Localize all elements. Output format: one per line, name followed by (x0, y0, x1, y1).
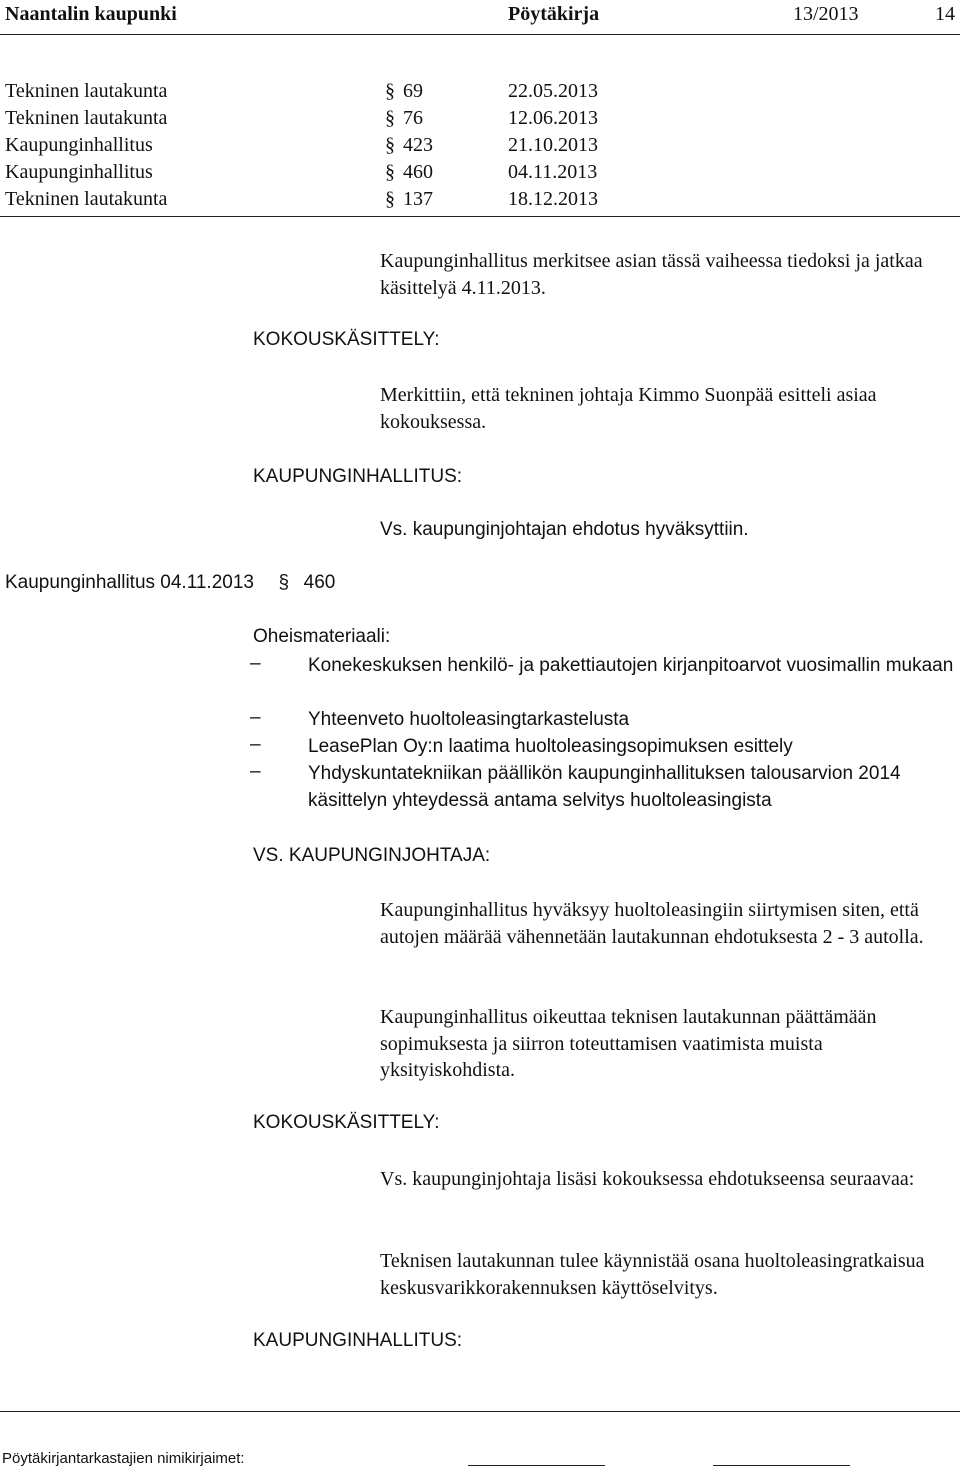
history-section-number: 460 (403, 161, 433, 183)
section-sign: § (385, 188, 395, 210)
history-row (5, 134, 705, 161)
section-sign: § (385, 161, 395, 183)
attachment-text: Yhdyskuntatekniikan päällikön kaupunginhallituksen talousarvion 2014 käsittelyn yhteydessä antama selvitys huoltoleasingista (308, 763, 901, 811)
history-date: 21.10.2013 (508, 134, 598, 156)
section-heading-meeting: Kaupunginhallitus 04.11.2013 (5, 572, 254, 593)
footer-rule (0, 1411, 960, 1412)
proposal-text-2: Kaupunginhallitus oikeuttaa teknisen lautakunnan päättämään sopimuksesta ja siirron toteuttamisen vaatimista muista yksityiskohdista. (380, 1006, 877, 1081)
header-organization: Naantalin kaupunki (5, 3, 177, 25)
proposal-label: VS. KAUPUNGINJOHTAJA: (253, 845, 491, 866)
attachment-text: LeasePlan Oy:n laatima huoltoleasingsopimuksen esittely (308, 736, 793, 757)
earlier-decision-text: Kaupunginhallitus merkitsee asian tässä vaiheessa tiedoksi ja jatkaa käsittelyä 4.11.2013. (380, 250, 923, 299)
attachment-text: Yhteenveto huoltoleasingtarkastelusta (308, 709, 630, 730)
history-date: 18.12.2013 (508, 188, 598, 210)
attachment-text: Konekeskuksen henkilö- ja pakettiautojen kirjanpitoarvot vuosimallin mukaan (308, 655, 954, 676)
section-sign: § (385, 80, 395, 102)
history-org: Tekninen lautakunta (5, 107, 168, 129)
history-org: Tekninen lautakunta (5, 80, 168, 102)
header-minutes-number: 13/2013 (793, 3, 859, 25)
dash-bullet: – (250, 761, 261, 782)
history-row (5, 161, 705, 188)
history-date: 04.11.2013 (508, 161, 598, 183)
section-sign: § (278, 572, 290, 593)
section-heading (5, 572, 335, 594)
meeting-label: KOKOUSKÄSITTELY: (253, 329, 440, 350)
header-page-number: 14 (935, 3, 955, 25)
history-section-number: 423 (403, 134, 433, 156)
header-document-type: Pöytäkirja (508, 3, 600, 25)
meeting-text-2: Teknisen lautakunnan tulee käynnistää osana huoltoleasingratkaisua keskusvarikkorakennuksen käyttöselvitys. (380, 1250, 925, 1299)
history-section-number: 137 (403, 188, 433, 210)
history-org: Tekninen lautakunta (5, 188, 168, 210)
meeting-text: Merkittiin, että tekninen johtaja Kimmo Suonpää esitteli asiaa kokouksessa. (380, 384, 877, 433)
history-org: Kaupunginhallitus (5, 161, 153, 183)
board-decision-text: Vs. kaupunginjohtajan ehdotus hyväksyttiin. (380, 519, 749, 540)
history-row (5, 188, 705, 215)
history-row (5, 80, 705, 107)
section-heading-number: 460 (303, 572, 336, 593)
history-org: Kaupunginhallitus (5, 134, 153, 156)
dash-bullet: – (250, 734, 261, 755)
proposal-text-1: Kaupunginhallitus hyväksyy huoltoleasingiin siirtymisen siten, että autojen määrää vähennetään lautakunnan ehdotuksesta 2 - 3 autolla. (380, 899, 924, 948)
section-sign: § (385, 134, 395, 156)
history-rule (0, 216, 960, 217)
board-label: KAUPUNGINHALLITUS: (253, 1330, 463, 1351)
history-date: 22.05.2013 (508, 80, 598, 102)
meeting-text-1: Vs. kaupunginjohtaja lisäsi kokouksessa ehdotukseensa seuraavaa: (380, 1168, 915, 1190)
board-label: KAUPUNGINHALLITUS: (253, 466, 463, 487)
history-row (5, 107, 705, 134)
header-rule (0, 34, 960, 35)
section-sign: § (385, 107, 395, 129)
signatures-label: Pöytäkirjantarkastajien nimikirjaimet: (2, 1450, 245, 1467)
attachments-label: Oheismateriaali: (253, 626, 391, 647)
history-section-number: 69 (403, 80, 423, 102)
history-date: 12.06.2013 (508, 107, 598, 129)
dash-bullet: – (250, 707, 261, 728)
meeting-label: KOKOUSKÄSITTELY: (253, 1112, 440, 1133)
history-section-number: 76 (403, 107, 423, 129)
signature-line (468, 1465, 605, 1466)
dash-bullet: – (250, 653, 261, 674)
signature-line (713, 1465, 850, 1466)
